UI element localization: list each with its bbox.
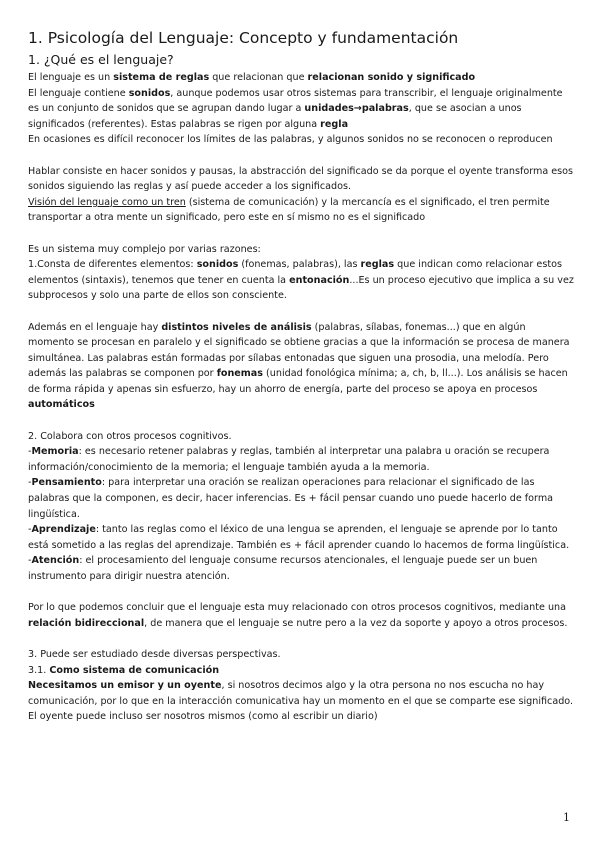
paragraph: Es un sistema muy complejo por varias razones: (28, 243, 261, 255)
page-title: 1. Psicología del Lenguaje: Concepto y fundamentación (28, 29, 459, 47)
list-item: -Pensamiento: para interpretar una oración se realizan operaciones para relacionar el significado de las palabras que la componen, es decir, hacer inferencias. Es + fácil pensar cuando uno puede hacerlo de forma lingüística. (28, 477, 554, 520)
subsection-heading: 3.1. Como sistema de comunicación (28, 664, 220, 676)
paragraph: Hablar consiste en hacer sonidos y pausas, la abstracción del significado se da porque el oyente transforma esos sonidos siguiendo las reglas y así puede acceder a los significados. (28, 165, 574, 193)
paragraph: Visión del lenguaje como un tren (sistema de comunicación) y la mercancía es el significado, el tren permite transportar a otra mente un significado, pero este en sí mismo no es el significado (28, 196, 550, 224)
paragraph: Además en el lenguaje hay distintos niveles de análisis (palabras, sílabas, fonemas...) que en algún momento se procesan en paralelo y el significado se obtiene gracias a que la información se procesa de manera simultánea. Las palabras están formadas por sílabas entonadas que siguen una prosodia, una melodía. Pero además las palabras se componen por fonemas (unidad fonológica mínima; a, ch, b, ll...). Los análisis se hacen de forma rápida y apenas sin esfuerzo, hay un ahorro de energía, parte del proceso se apoya en procesos automáticos (28, 321, 570, 411)
paragraph: 2. Colabora con otros procesos cognitivos. (28, 430, 232, 442)
paragraph: 1.Consta de diferentes elementos: sonidos (fonemas, palabras), las reglas que indican como relacionar estos elementos (sintaxis), tenemos que tener en cuenta la entonación...Es un proceso ejecutivo que implica a su vez subprocesos y solo una parte de ellos son consciente. (28, 259, 574, 302)
paragraph: Necesitamos un emisor y un oyente, si nosotros decimos algo y la otra persona no nos escucha no hay comunicación, por lo que en la interacción comunicativa hay un momento en el que se comparte ese significado. El oyente puede incluso ser nosotros mismos (como al escribir un diario) (28, 680, 574, 723)
list-item: -Atención: el procesamiento del lenguaje consume recursos atencionales, el lenguaje puede ser un buen instrumento para dirigir nuestra atención. (28, 555, 538, 582)
paragraph: En ocasiones es difícil reconocer los límites de las palabras, y algunos sonidos no se reconocen o reproducen (28, 134, 553, 146)
paragraph: El lenguaje contiene sonidos, aunque podemos usar otros sistemas para transcribir, el lenguaje originalmente es un conjunto de sonidos que se agrupan dando lugar a unidades→palabras, que se asocian a unos significados (referentes). Estas palabras se rigen por alguna regla (28, 87, 563, 130)
list-item: -Memoria: es necesario retener palabras y reglas, también al interpretar una palabra u oración se recupera información/conocimiento de la memoria; el lenguaje también ayuda a la memoria. (28, 446, 550, 473)
list-item: -Aprendizaje: tanto las reglas como el léxico de una lengua se aprenden, el lenguaje se aprende por lo tanto está sometido a las reglas del aprendizaje. También es + fácil aprender cuando lo hacemos de forma lingüística. (28, 524, 570, 551)
page-number: 1 (563, 811, 570, 824)
paragraph: Por lo que podemos concluir que el lenguaje esta muy relacionado con otros procesos cognitivos, mediante una relación bidireccional, de manera que el lenguaje se nutre pero a la vez da soporte y apoyo a otros procesos. (28, 602, 568, 629)
section-heading-1: 1. ¿Qué es el lenguaje? (28, 52, 174, 67)
paragraph: 3. Puede ser estudiado desde diversas perspectivas. (28, 648, 281, 660)
paragraph: El lenguaje es un sistema de reglas que relacionan que relacionan sonido y significado (28, 72, 476, 83)
